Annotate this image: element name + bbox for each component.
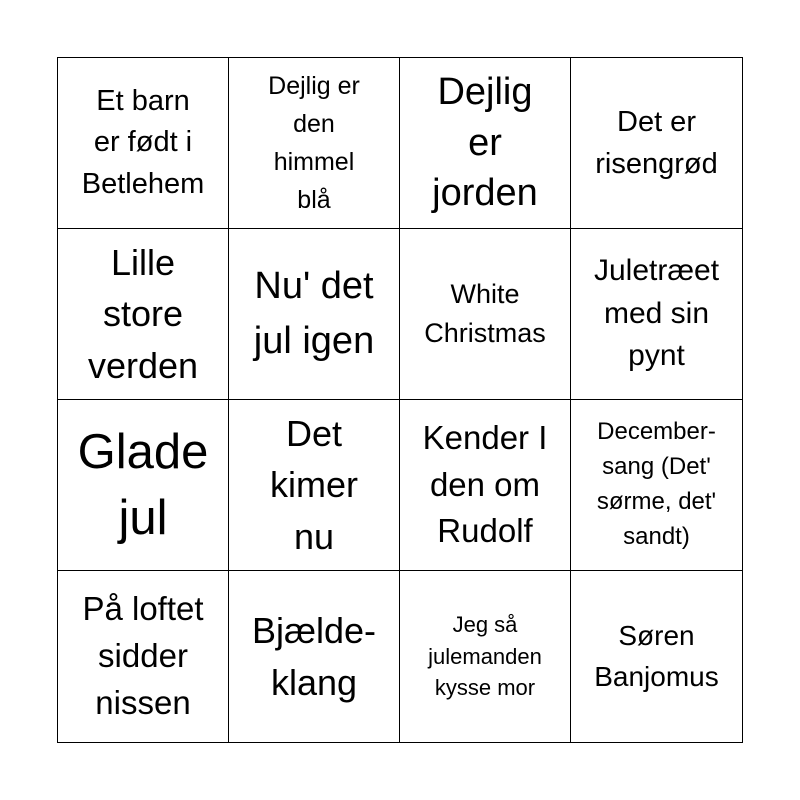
cell-label: Søren Banjomus <box>594 620 719 692</box>
bingo-cell[interactable] <box>58 229 229 400</box>
cell-label: Dejlig er jorden <box>432 71 538 215</box>
bingo-cell[interactable] <box>571 400 742 571</box>
cell-label: Bjælde- klang <box>251 610 377 703</box>
bingo-cell[interactable] <box>58 571 229 742</box>
bingo-cell[interactable] <box>400 58 571 229</box>
cell-label: Et barn er født i Betlehem <box>81 84 205 200</box>
bingo-cell[interactable] <box>229 229 400 400</box>
bingo-board <box>57 57 743 743</box>
cell-label: Nu' det jul igen <box>253 264 375 362</box>
cell-label: Glade jul <box>77 424 209 545</box>
cell-label: På loftet sidder nissen <box>82 590 204 721</box>
cell-label: Juletræet med sin pynt <box>593 253 720 373</box>
bingo-cell[interactable] <box>571 229 742 400</box>
bingo-cell[interactable] <box>229 58 400 229</box>
bingo-cell[interactable] <box>58 58 229 229</box>
bingo-cell[interactable] <box>229 571 400 742</box>
bingo-cell[interactable] <box>229 400 400 571</box>
cell-label: Kender I den om Rudolf <box>422 418 548 550</box>
cell-label: December- sang (Det' sørme, det' sandt) <box>596 418 717 550</box>
cell-label: Lille store verden <box>87 242 199 386</box>
bingo-cell[interactable] <box>400 400 571 571</box>
cell-label: Jeg så julemanden kysse mor <box>428 611 542 701</box>
bingo-cell[interactable] <box>400 571 571 742</box>
cell-label: White Christmas <box>424 278 546 348</box>
bingo-cell[interactable] <box>571 571 742 742</box>
cell-label: Det kimer nu <box>270 413 358 557</box>
cell-label: Det er risengrød <box>595 105 718 180</box>
bingo-cell[interactable] <box>571 58 742 229</box>
bingo-cell[interactable] <box>400 229 571 400</box>
bingo-cell[interactable] <box>58 400 229 571</box>
cell-label: Dejlig er den himmel blå <box>268 71 360 215</box>
